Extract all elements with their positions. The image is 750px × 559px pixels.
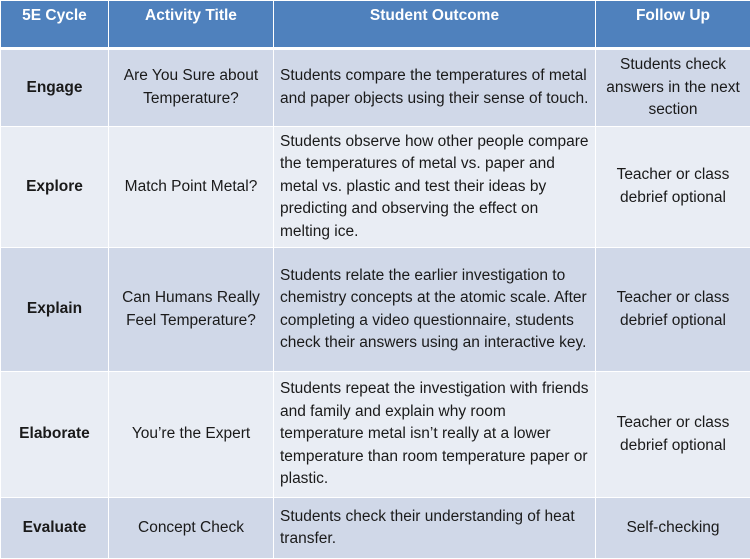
header-cycle: 5E Cycle — [1, 1, 109, 49]
activity-title-cell: You’re the Expert — [109, 372, 274, 498]
table-row — [1, 248, 750, 372]
follow-up-cell: Self-checking — [596, 498, 750, 559]
follow-up-cell: Teacher or class debrief optional — [596, 126, 750, 248]
cycle-cell: Evaluate — [1, 498, 109, 559]
follow-up-cell: Teacher or class debrief optional — [596, 248, 750, 372]
cycle-cell: Engage — [1, 49, 109, 127]
cycle-cell: Elaborate — [1, 372, 109, 498]
table-row — [1, 372, 750, 498]
activity-title-cell: Concept Check — [109, 498, 274, 559]
cycle-cell: Explore — [1, 126, 109, 248]
table-row — [1, 498, 750, 559]
activity-title-cell: Are You Sure about Temperature? — [109, 49, 274, 127]
student-outcome-cell: Students check their understanding of heat transfer. — [274, 498, 596, 559]
follow-up-cell: Teacher or class debrief optional — [596, 372, 750, 498]
follow-up-cell: Students check answers in the next section — [596, 49, 750, 127]
student-outcome-cell: Students observe how other people compare the temperatures of metal vs. paper and metal vs. plastic and test their ideas by predicting and observing the effect on melting ice. — [274, 126, 596, 248]
table-row — [1, 126, 750, 248]
header-row — [1, 1, 750, 49]
activity-title-cell: Match Point Metal? — [109, 126, 274, 248]
header-follow-up: Follow Up — [596, 1, 750, 49]
student-outcome-cell: Students compare the temperatures of metal and paper objects using their sense of touch. — [274, 49, 596, 127]
table-row — [1, 49, 750, 127]
header-activity-title: Activity Title — [109, 1, 274, 49]
student-outcome-cell: Students relate the earlier investigation to chemistry concepts at the atomic scale. After completing a video questionnaire, students check their answers using an interactive key. — [274, 248, 596, 372]
header-student-outcome: Student Outcome — [274, 1, 596, 49]
cycle-cell: Explain — [1, 248, 109, 372]
student-outcome-cell: Students repeat the investigation with friends and family and explain why room temperature metal isn’t really at a lower temperature than room temperature paper or plastic. — [274, 372, 596, 498]
activity-title-cell: Can Humans Really Feel Temperature? — [109, 248, 274, 372]
